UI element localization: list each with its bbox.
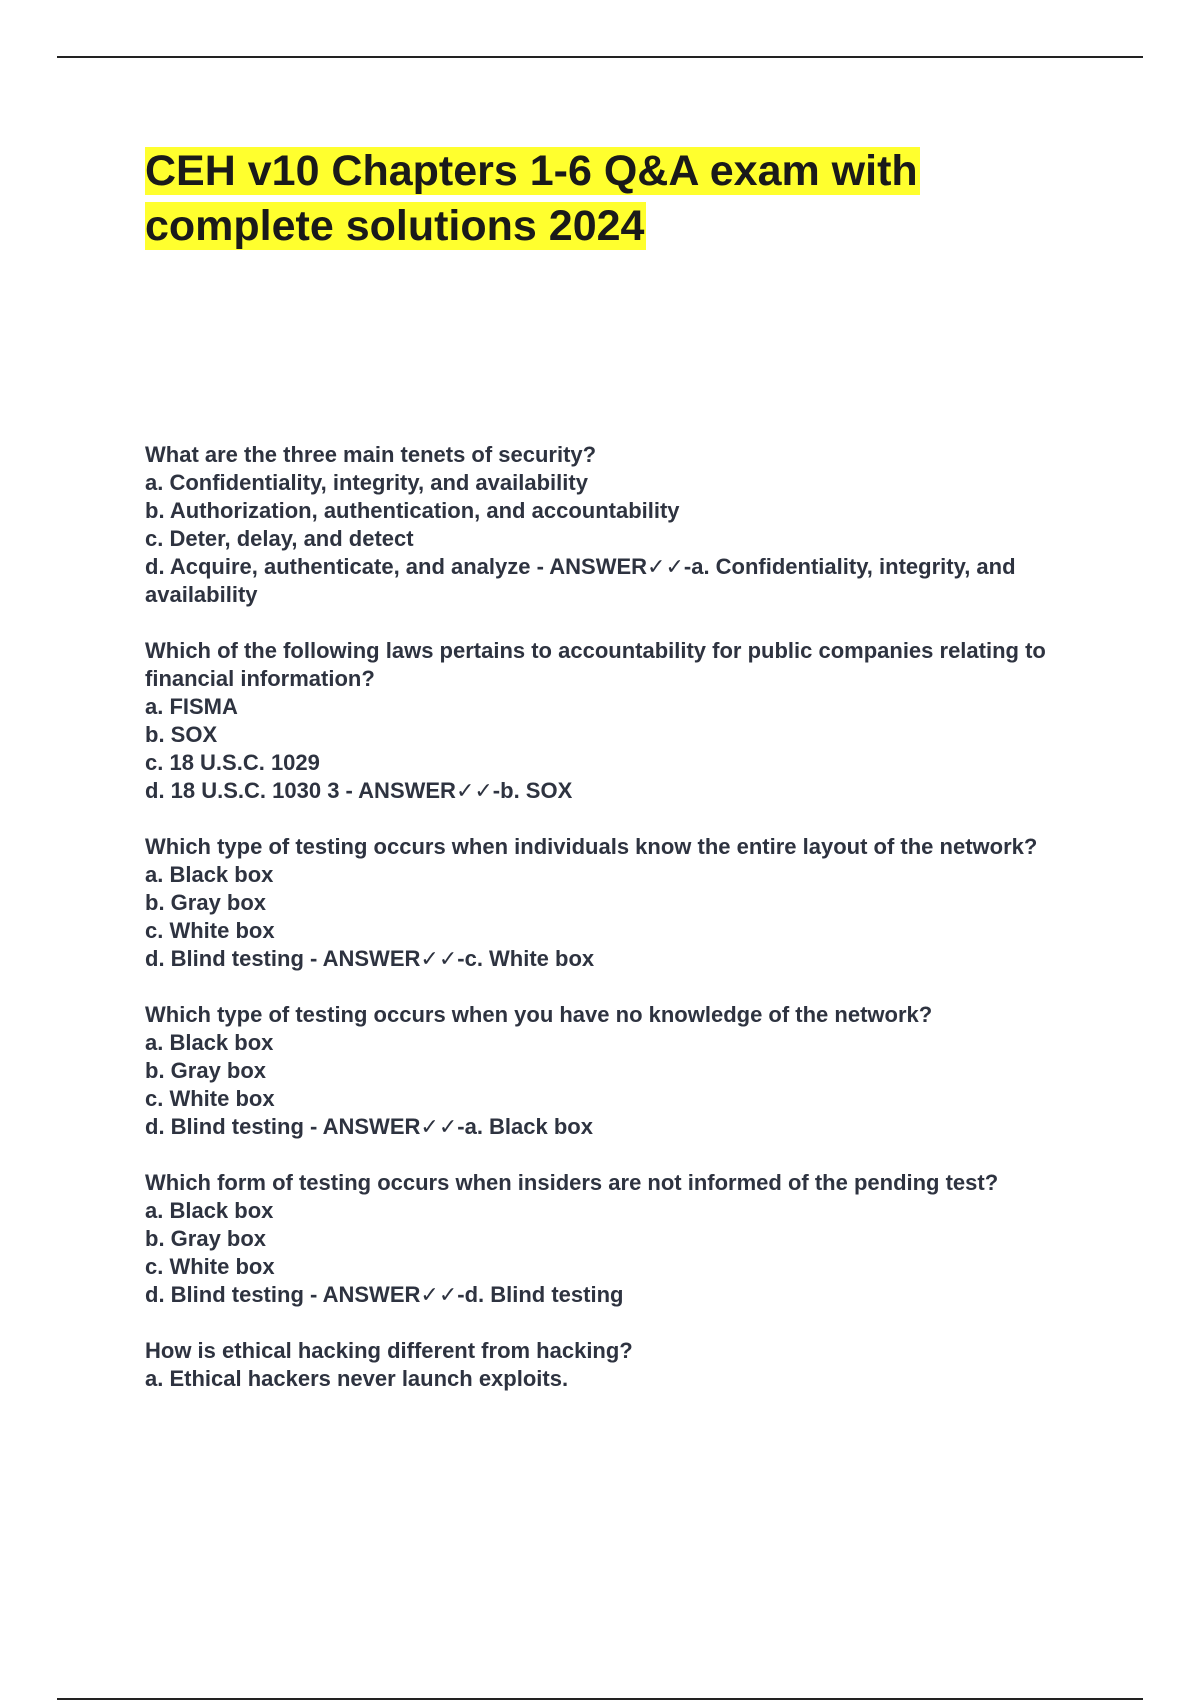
qa-item (145, 1001, 1085, 1141)
option-text: a. Black box (145, 862, 274, 887)
question-text: Which of the following laws pertains to accountability for public companies relating to financial information? (145, 638, 1046, 691)
option-text: a. Black box (145, 1198, 274, 1223)
option-text: b. SOX (145, 722, 218, 747)
question-text: Which type of testing occurs when you have no knowledge of the network? (145, 1002, 933, 1027)
qa-item (145, 833, 1085, 973)
option-text: b. Authorization, authentication, and accountability (145, 498, 680, 523)
top-rule (57, 56, 1143, 58)
question-text: Which type of testing occurs when individuals know the entire layout of the network? (145, 834, 1038, 859)
question-text: Which form of testing occurs when insiders are not informed of the pending test? (145, 1170, 999, 1195)
answer-line: d. Acquire, authenticate, and analyze - ANSWER✓✓-a. Confidentiality, integrity, and availability (145, 554, 1016, 607)
qa-item (145, 441, 1085, 609)
option-text: a. Ethical hackers never launch exploits. (145, 1366, 569, 1391)
title-line-1: CEH v10 Chapters 1-6 Q&A exam with (145, 147, 918, 195)
option-text: a. Black box (145, 1030, 274, 1055)
answer-line: d. Blind testing - ANSWER✓✓-c. White box (145, 946, 595, 971)
question-text: How is ethical hacking different from hacking? (145, 1338, 633, 1363)
answer-line: d. 18 U.S.C. 1030 3 - ANSWER✓✓-b. SOX (145, 778, 573, 803)
question-text: What are the three main tenets of security? (145, 442, 597, 467)
qa-item (145, 1337, 1085, 1393)
qa-item (145, 637, 1085, 805)
option-text: a. FISMA (145, 694, 238, 719)
option-text: a. Confidentiality, integrity, and availability (145, 470, 588, 495)
option-text: c. 18 U.S.C. 1029 (145, 750, 320, 775)
answer-line: d. Blind testing - ANSWER✓✓-a. Black box (145, 1114, 593, 1139)
option-text: c. White box (145, 1254, 275, 1279)
option-text: b. Gray box (145, 1058, 267, 1083)
option-text: c. Deter, delay, and detect (145, 526, 414, 551)
option-text: b. Gray box (145, 890, 267, 915)
answer-line: d. Blind testing - ANSWER✓✓-d. Blind testing (145, 1282, 624, 1307)
option-text: c. White box (145, 918, 275, 943)
option-text: b. Gray box (145, 1226, 267, 1251)
option-text: c. White box (145, 1086, 275, 1111)
qa-content (145, 441, 1085, 1421)
document-title (145, 144, 1045, 254)
title-line-2: complete solutions 2024 (145, 202, 645, 250)
qa-item (145, 1169, 1085, 1309)
